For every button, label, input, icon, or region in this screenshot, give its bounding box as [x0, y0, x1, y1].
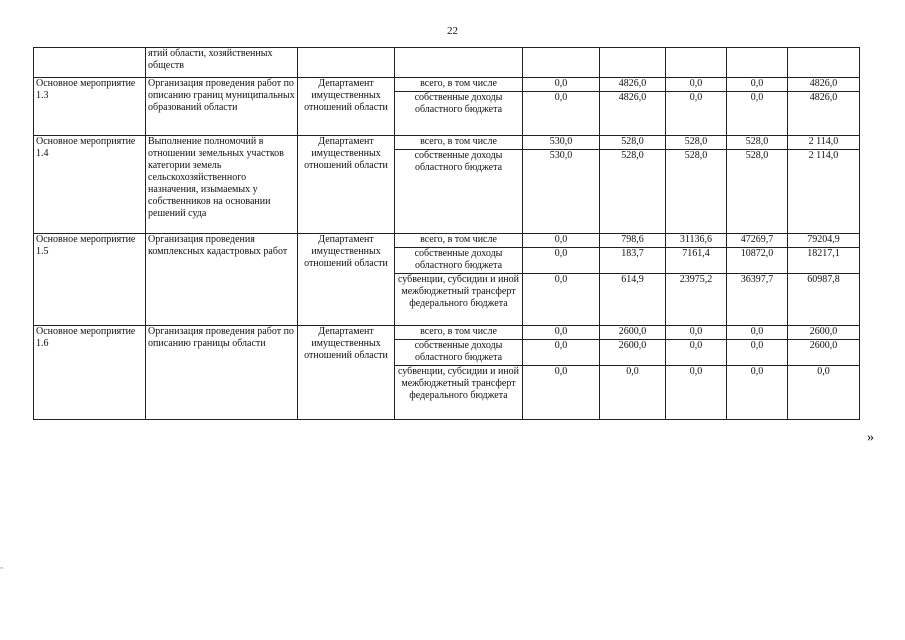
funding-source: собственные доходы областного бюджета: [395, 340, 523, 366]
value-cell: 530,0: [523, 136, 600, 150]
value-cell: 0,0: [727, 340, 788, 366]
measure-name: Основное мероприятие 1.4: [34, 136, 146, 234]
value-cell: 2600,0: [788, 326, 860, 340]
funding-source: собственные доходы областного бюджета: [395, 150, 523, 234]
value-cell: 0,0: [523, 78, 600, 92]
value-cell: 0,0: [523, 326, 600, 340]
value-cell: 31136,6: [666, 234, 727, 248]
value-cell: 614,9: [600, 274, 666, 326]
measure-name: Основное мероприятие 1.3: [34, 78, 146, 136]
value-cell: 79204,9: [788, 234, 860, 248]
value-cell: 528,0: [666, 136, 727, 150]
table-row: [34, 326, 860, 340]
value-cell: 2600,0: [600, 340, 666, 366]
executor: Департамент имущественных отношений области: [298, 136, 395, 234]
measure-description: Организация проведения комплексных кадастровых работ: [146, 234, 298, 326]
value-cell: [788, 48, 860, 78]
value-cell: 0,0: [727, 78, 788, 92]
value-cell: 528,0: [727, 136, 788, 150]
value-cell: [666, 48, 727, 78]
value-cell: 47269,7: [727, 234, 788, 248]
table-row: [34, 136, 860, 150]
value-cell: 2600,0: [788, 340, 860, 366]
value-cell: [523, 48, 600, 78]
value-cell: 4826,0: [600, 78, 666, 92]
value-cell: 0,0: [523, 274, 600, 326]
funding-source: всего, в том числе: [395, 326, 523, 340]
value-cell: 0,0: [523, 92, 600, 136]
value-cell: 2 114,0: [788, 150, 860, 234]
value-cell: 183,7: [600, 248, 666, 274]
name-cell: [34, 48, 146, 78]
value-cell: 7161,4: [666, 248, 727, 274]
closing-quote: »: [867, 430, 874, 445]
value-cell: [600, 48, 666, 78]
measure-name: Основное мероприятие 1.6: [34, 326, 146, 420]
table-row: [34, 48, 860, 78]
value-cell: 0,0: [727, 366, 788, 420]
exec-cell: [298, 48, 395, 78]
page-number: 22: [447, 25, 458, 37]
executor: Департамент имущественных отношений области: [298, 234, 395, 326]
value-cell: 0,0: [600, 366, 666, 420]
desc-cell: ятий области, хозяйственных обществ: [146, 48, 298, 78]
value-cell: 0,0: [666, 326, 727, 340]
value-cell: 0,0: [666, 340, 727, 366]
funding-source: собственные доходы областного бюджета: [395, 92, 523, 136]
value-cell: 0,0: [727, 326, 788, 340]
value-cell: 0,0: [666, 78, 727, 92]
value-cell: 0,0: [727, 92, 788, 136]
measure-name: Основное мероприятие 1.5: [34, 234, 146, 326]
funding-source: субвенции, субсидии и иной межбюджетный трансферт федерального бюджета: [395, 366, 523, 420]
value-cell: 4826,0: [600, 92, 666, 136]
value-cell: 798,6: [600, 234, 666, 248]
value-cell: [727, 48, 788, 78]
value-cell: 0,0: [666, 366, 727, 420]
value-cell: 2600,0: [600, 326, 666, 340]
value-cell: 0,0: [788, 366, 860, 420]
value-cell: 528,0: [727, 150, 788, 234]
value-cell: 0,0: [523, 248, 600, 274]
measure-description: Выполнение полномочий в отношении земельных участков категории земель сельскохозяйственного назначения, изымаемых у собственников на основании решений суда: [146, 136, 298, 234]
value-cell: 36397,7: [727, 274, 788, 326]
measure-description: Организация проведения работ по описанию границ муниципальных образований области: [146, 78, 298, 136]
value-cell: 10872,0: [727, 248, 788, 274]
value-cell: 60987,8: [788, 274, 860, 326]
value-cell: 2 114,0: [788, 136, 860, 150]
source-cell: [395, 48, 523, 78]
executor: Департамент имущественных отношений области: [298, 78, 395, 136]
value-cell: 4826,0: [788, 92, 860, 136]
value-cell: 18217,1: [788, 248, 860, 274]
table-row: [34, 234, 860, 248]
value-cell: 0,0: [666, 92, 727, 136]
budget-table: [33, 47, 860, 420]
funding-source: субвенции, субсидии и иной межбюджетный трансферт федерального бюджета: [395, 274, 523, 326]
funding-source: всего, в том числе: [395, 234, 523, 248]
measure-description: Организация проведения работ по описанию границы области: [146, 326, 298, 420]
value-cell: 0,0: [523, 366, 600, 420]
edge-mark: =: [0, 566, 4, 572]
value-cell: 23975,2: [666, 274, 727, 326]
value-cell: 530,0: [523, 150, 600, 234]
table-row: [34, 78, 860, 92]
value-cell: 4826,0: [788, 78, 860, 92]
value-cell: 528,0: [666, 150, 727, 234]
value-cell: 0,0: [523, 234, 600, 248]
value-cell: 528,0: [600, 150, 666, 234]
value-cell: 0,0: [523, 340, 600, 366]
funding-source: собственные доходы областного бюджета: [395, 248, 523, 274]
executor: Департамент имущественных отношений области: [298, 326, 395, 420]
funding-source: всего, в том числе: [395, 78, 523, 92]
value-cell: 528,0: [600, 136, 666, 150]
funding-source: всего, в том числе: [395, 136, 523, 150]
